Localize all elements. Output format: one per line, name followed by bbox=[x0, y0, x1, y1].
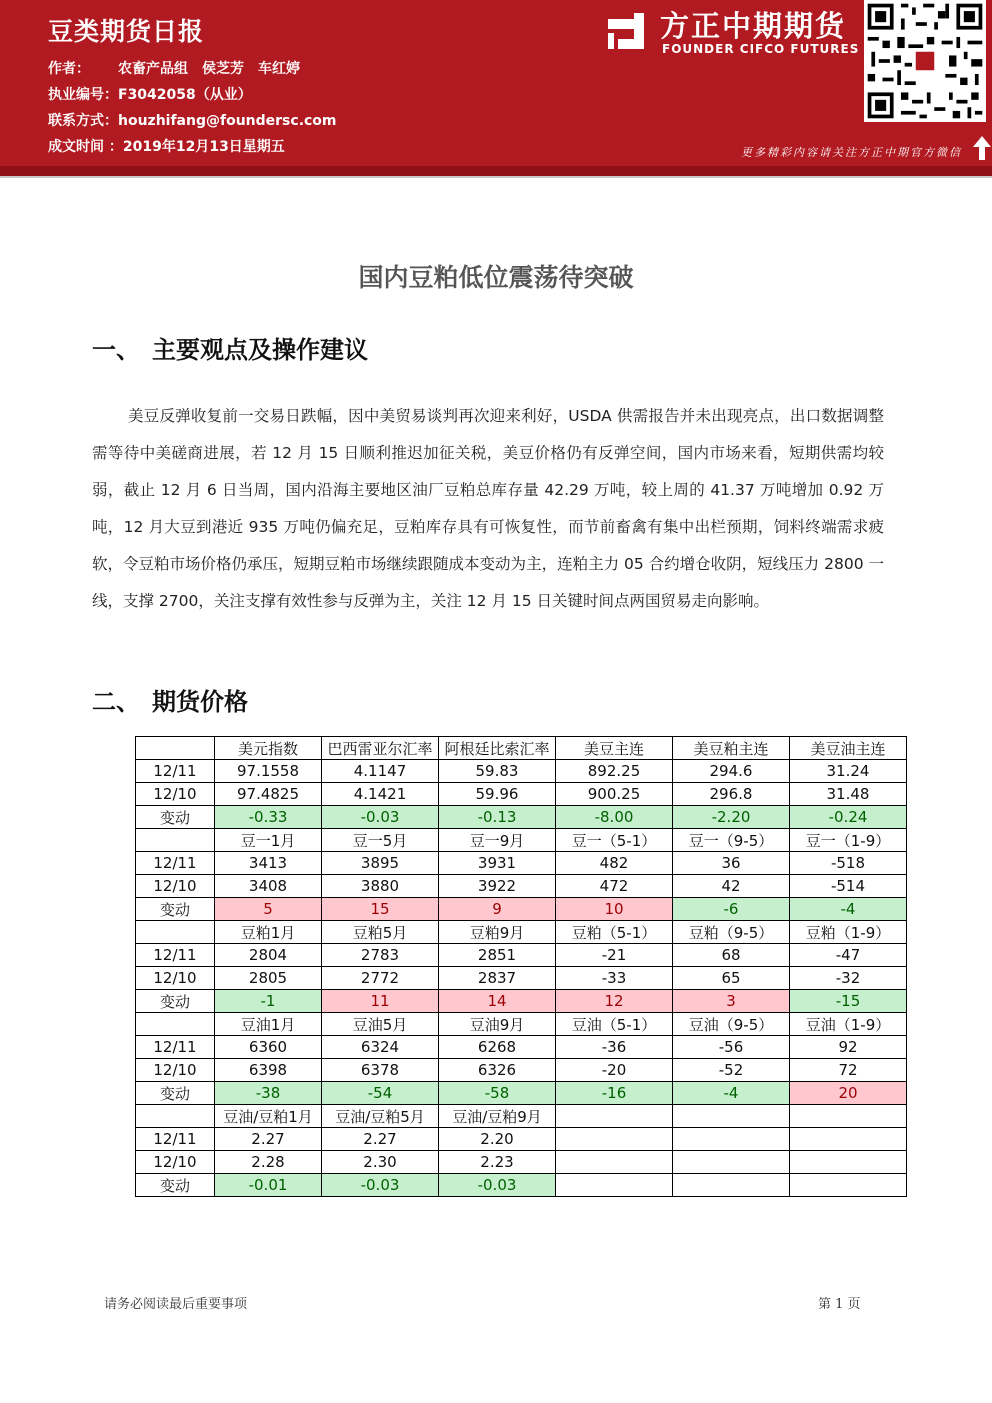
table-cell: 豆油9月 bbox=[439, 1013, 556, 1036]
table-row bbox=[136, 875, 907, 898]
table-cell: 4.1147 bbox=[322, 760, 439, 783]
table-cell: 10 bbox=[556, 898, 673, 921]
table-cell: 豆粕5月 bbox=[322, 921, 439, 944]
row-label-cell: 12/10 bbox=[136, 875, 215, 898]
table-row bbox=[136, 1174, 907, 1197]
table-cell: -0.33 bbox=[215, 806, 322, 829]
date-value: 2019年12月13日星期五 bbox=[122, 139, 285, 155]
table-cell bbox=[673, 1174, 790, 1197]
table-cell: 2.23 bbox=[439, 1151, 556, 1174]
table-cell bbox=[673, 1105, 790, 1128]
table-cell: 3 bbox=[673, 990, 790, 1013]
table-cell: 59.83 bbox=[439, 760, 556, 783]
table-row bbox=[136, 944, 907, 967]
table-cell bbox=[673, 1151, 790, 1174]
logo-text-en: FOUNDER CIFCO FUTURES bbox=[662, 42, 860, 56]
table-cell: -56 bbox=[673, 1036, 790, 1059]
table-row bbox=[136, 1105, 907, 1128]
table-cell: 4.1421 bbox=[322, 783, 439, 806]
header-divider bbox=[0, 166, 992, 176]
table-cell: 31.24 bbox=[790, 760, 907, 783]
table-cell: 美豆粕主连 bbox=[673, 737, 790, 760]
table-cell: 豆油1月 bbox=[215, 1013, 322, 1036]
table-cell: 2837 bbox=[439, 967, 556, 990]
table-cell: -0.03 bbox=[322, 806, 439, 829]
table-row bbox=[136, 737, 907, 760]
table-cell: 6398 bbox=[215, 1059, 322, 1082]
table-cell: 3931 bbox=[439, 852, 556, 875]
table-cell: -36 bbox=[556, 1036, 673, 1059]
follow-wechat-text: 更多精彩内容请关注方正中期官方微信 bbox=[741, 146, 962, 159]
row-label-cell: 12/11 bbox=[136, 760, 215, 783]
table-cell: 92 bbox=[790, 1036, 907, 1059]
table-cell: 豆油/豆粕5月 bbox=[322, 1105, 439, 1128]
table-cell: -21 bbox=[556, 944, 673, 967]
table-row bbox=[136, 1128, 907, 1151]
founder-logo-icon bbox=[604, 9, 648, 53]
table-cell: 豆油（5-1） bbox=[556, 1013, 673, 1036]
qr-code-icon[interactable] bbox=[864, 0, 986, 122]
table-cell: -0.13 bbox=[439, 806, 556, 829]
license-line bbox=[48, 84, 252, 104]
futures-price-table bbox=[135, 736, 907, 1197]
table-cell: -0.24 bbox=[790, 806, 907, 829]
table-cell: 20 bbox=[790, 1082, 907, 1105]
row-label-cell: 12/10 bbox=[136, 1059, 215, 1082]
table-cell: 6378 bbox=[322, 1059, 439, 1082]
table-cell: 美豆主连 bbox=[556, 737, 673, 760]
row-label-cell bbox=[136, 1105, 215, 1128]
table-cell: 豆粕1月 bbox=[215, 921, 322, 944]
table-cell: -58 bbox=[439, 1082, 556, 1105]
header-divider-shadow bbox=[0, 176, 992, 178]
row-label-cell: 变动 bbox=[136, 898, 215, 921]
table-cell: 豆油5月 bbox=[322, 1013, 439, 1036]
table-cell: 14 bbox=[439, 990, 556, 1013]
table-cell: 97.1558 bbox=[215, 760, 322, 783]
table-cell: -4 bbox=[790, 898, 907, 921]
license-value: F3042058（从业） bbox=[118, 87, 252, 103]
table-cell: 892.25 bbox=[556, 760, 673, 783]
table-cell: -4 bbox=[673, 1082, 790, 1105]
table-cell bbox=[556, 1105, 673, 1128]
section-title: 期货价格 bbox=[152, 688, 248, 716]
table-cell: 豆油/豆粕1月 bbox=[215, 1105, 322, 1128]
table-row bbox=[136, 1036, 907, 1059]
table-cell: 豆油（1-9） bbox=[790, 1013, 907, 1036]
table-cell: 6268 bbox=[439, 1036, 556, 1059]
table-cell: -0.03 bbox=[439, 1174, 556, 1197]
table-cell: 豆油（9-5） bbox=[673, 1013, 790, 1036]
row-label-cell: 12/10 bbox=[136, 967, 215, 990]
contact-line bbox=[48, 110, 337, 130]
table-cell: 豆油/豆粕9月 bbox=[439, 1105, 556, 1128]
date-line bbox=[48, 136, 285, 156]
row-label-cell: 12/11 bbox=[136, 1128, 215, 1151]
table-cell: 294.6 bbox=[673, 760, 790, 783]
table-cell: 2804 bbox=[215, 944, 322, 967]
table-cell: 12 bbox=[556, 990, 673, 1013]
table-cell: 豆一1月 bbox=[215, 829, 322, 852]
table-cell: -47 bbox=[790, 944, 907, 967]
table-cell: -16 bbox=[556, 1082, 673, 1105]
table-row bbox=[136, 1013, 907, 1036]
row-label-cell: 变动 bbox=[136, 1174, 215, 1197]
row-label-cell bbox=[136, 921, 215, 944]
table-row bbox=[136, 1151, 907, 1174]
row-label-cell bbox=[136, 1013, 215, 1036]
date-label: 成文时间 ： bbox=[48, 139, 123, 155]
table-row bbox=[136, 898, 907, 921]
table-row bbox=[136, 806, 907, 829]
table-cell: 豆一（5-1） bbox=[556, 829, 673, 852]
table-cell bbox=[556, 1174, 673, 1197]
table-cell: 2.27 bbox=[215, 1128, 322, 1151]
section-heading-1 bbox=[92, 330, 368, 365]
table-cell: -514 bbox=[790, 875, 907, 898]
table-cell: 豆一5月 bbox=[322, 829, 439, 852]
table-row bbox=[136, 760, 907, 783]
table-cell: 豆粕（5-1） bbox=[556, 921, 673, 944]
table-cell: 豆粕（1-9） bbox=[790, 921, 907, 944]
table-cell: -32 bbox=[790, 967, 907, 990]
table-cell: 6324 bbox=[322, 1036, 439, 1059]
table-cell: 2783 bbox=[322, 944, 439, 967]
row-label-cell bbox=[136, 829, 215, 852]
table-row bbox=[136, 1082, 907, 1105]
table-cell: 美豆油主连 bbox=[790, 737, 907, 760]
table-cell: 2.30 bbox=[322, 1151, 439, 1174]
table-cell: 296.8 bbox=[673, 783, 790, 806]
table-cell bbox=[556, 1151, 673, 1174]
table-cell: 65 bbox=[673, 967, 790, 990]
table-cell: 美元指数 bbox=[215, 737, 322, 760]
table-cell bbox=[790, 1151, 907, 1174]
table-cell: -2.20 bbox=[673, 806, 790, 829]
table-cell bbox=[673, 1128, 790, 1151]
table-cell: 2772 bbox=[322, 967, 439, 990]
table-cell: 2851 bbox=[439, 944, 556, 967]
table-row bbox=[136, 921, 907, 944]
table-cell: -8.00 bbox=[556, 806, 673, 829]
table-row bbox=[136, 967, 907, 990]
logo-text-cn: 方正中期期货 bbox=[660, 9, 847, 43]
table-cell: 482 bbox=[556, 852, 673, 875]
row-label-cell: 变动 bbox=[136, 806, 215, 829]
table-cell: 3922 bbox=[439, 875, 556, 898]
table-row bbox=[136, 852, 907, 875]
row-label-cell: 变动 bbox=[136, 1082, 215, 1105]
section-number: 一、 bbox=[92, 336, 140, 364]
table-cell: -518 bbox=[790, 852, 907, 875]
author-value: 农畜产品组 侯芝芳 车红婷 bbox=[118, 61, 300, 77]
table-cell: 豆粕9月 bbox=[439, 921, 556, 944]
table-cell: 2.27 bbox=[322, 1128, 439, 1151]
table-cell bbox=[790, 1174, 907, 1197]
table-cell: 豆粕（9-5） bbox=[673, 921, 790, 944]
table-cell: 97.4825 bbox=[215, 783, 322, 806]
table-cell: 3408 bbox=[215, 875, 322, 898]
arrow-up-icon bbox=[972, 134, 992, 162]
footer-notice: 请务必阅读最后重要事项 bbox=[104, 1297, 248, 1312]
report-header bbox=[0, 0, 992, 166]
contact-label: 联系方式： bbox=[48, 113, 118, 129]
table-cell bbox=[790, 1128, 907, 1151]
table-row bbox=[136, 783, 907, 806]
table-row bbox=[136, 829, 907, 852]
table-cell: 42 bbox=[673, 875, 790, 898]
table-cell: 68 bbox=[673, 944, 790, 967]
table-cell: 72 bbox=[790, 1059, 907, 1082]
table-cell: -33 bbox=[556, 967, 673, 990]
table-cell bbox=[556, 1128, 673, 1151]
table-cell: 6326 bbox=[439, 1059, 556, 1082]
table-cell: 豆一（9-5） bbox=[673, 829, 790, 852]
table-cell: 豆一（1-9） bbox=[790, 829, 907, 852]
section-title: 主要观点及操作建议 bbox=[152, 336, 368, 364]
table-cell: -0.01 bbox=[215, 1174, 322, 1197]
section-number: 二、 bbox=[92, 688, 140, 716]
table-cell: -15 bbox=[790, 990, 907, 1013]
table-cell: -1 bbox=[215, 990, 322, 1013]
table-cell: -20 bbox=[556, 1059, 673, 1082]
section-heading-2 bbox=[92, 682, 248, 717]
row-label-cell: 12/10 bbox=[136, 1151, 215, 1174]
author-line bbox=[48, 58, 300, 78]
table-cell: -0.03 bbox=[322, 1174, 439, 1197]
table-cell: 3413 bbox=[215, 852, 322, 875]
table-cell: 472 bbox=[556, 875, 673, 898]
table-cell bbox=[790, 1105, 907, 1128]
table-cell: 59.96 bbox=[439, 783, 556, 806]
table-cell: 豆一9月 bbox=[439, 829, 556, 852]
table-cell: 3880 bbox=[322, 875, 439, 898]
table-cell: -38 bbox=[215, 1082, 322, 1105]
table-cell: 2805 bbox=[215, 967, 322, 990]
row-label-cell: 12/10 bbox=[136, 783, 215, 806]
contact-value[interactable]: houzhifang@foundersc.com bbox=[118, 113, 337, 129]
table-row bbox=[136, 1059, 907, 1082]
table-cell: 阿根廷比索汇率 bbox=[439, 737, 556, 760]
table-cell: 2.28 bbox=[215, 1151, 322, 1174]
table-cell: 900.25 bbox=[556, 783, 673, 806]
license-label: 执业编号： bbox=[48, 87, 118, 103]
table-cell: 15 bbox=[322, 898, 439, 921]
table-cell: -54 bbox=[322, 1082, 439, 1105]
row-label-cell: 12/11 bbox=[136, 944, 215, 967]
table-cell: 11 bbox=[322, 990, 439, 1013]
table-cell: 2.20 bbox=[439, 1128, 556, 1151]
table-cell: 巴西雷亚尔汇率 bbox=[322, 737, 439, 760]
author-label: 作者： bbox=[48, 61, 90, 77]
document-title: 国内豆粕低位震荡待突破 bbox=[358, 263, 634, 292]
table-cell: 31.48 bbox=[790, 783, 907, 806]
table-cell: 36 bbox=[673, 852, 790, 875]
main-view-paragraph: 美豆反弹收复前一交易日跌幅，因中美贸易谈判再次迎来利好，USDA 供需报告并未出现亮点，出口数据调整需等待中美磋商进展，若 12 月 15 日顺利推迟加征关税，美豆价格仍有反弹空间，国内市场来看，短期供需均较弱，截止 12 月 6 日当周，国内沿海主要地区油厂豆粕总库存量 42.29 万吨，较上周的 41.37 万吨增加 0.92 万吨，12 月大豆到港近 935 万吨仍偏充足，豆粕库存具有可恢复性，而节前畜禽有集中出栏预期，饲料终端需求疲软，令豆粕市场价格仍承压，短期豆粕市场继续跟随成本变动为主，连粕主力 05 合约增仓收阴，短线压力 2800 一线，支撑 2700，关注支撑有效性参与反弹为主，关注 12 月 15 日关键时间点两国贸易走向影响。 bbox=[92, 407, 884, 610]
page-number: 第 1 页 bbox=[818, 1297, 861, 1312]
table-cell: 3895 bbox=[322, 852, 439, 875]
row-label-cell: 变动 bbox=[136, 990, 215, 1013]
table-row bbox=[136, 990, 907, 1013]
table-cell: 9 bbox=[439, 898, 556, 921]
row-label-cell: 12/11 bbox=[136, 1036, 215, 1059]
row-label-cell: 12/11 bbox=[136, 852, 215, 875]
report-name: 豆类期货日报 bbox=[48, 17, 205, 46]
table-cell: -52 bbox=[673, 1059, 790, 1082]
table-cell: 5 bbox=[215, 898, 322, 921]
row-label-cell bbox=[136, 737, 215, 760]
table-cell: -6 bbox=[673, 898, 790, 921]
table-cell: 6360 bbox=[215, 1036, 322, 1059]
